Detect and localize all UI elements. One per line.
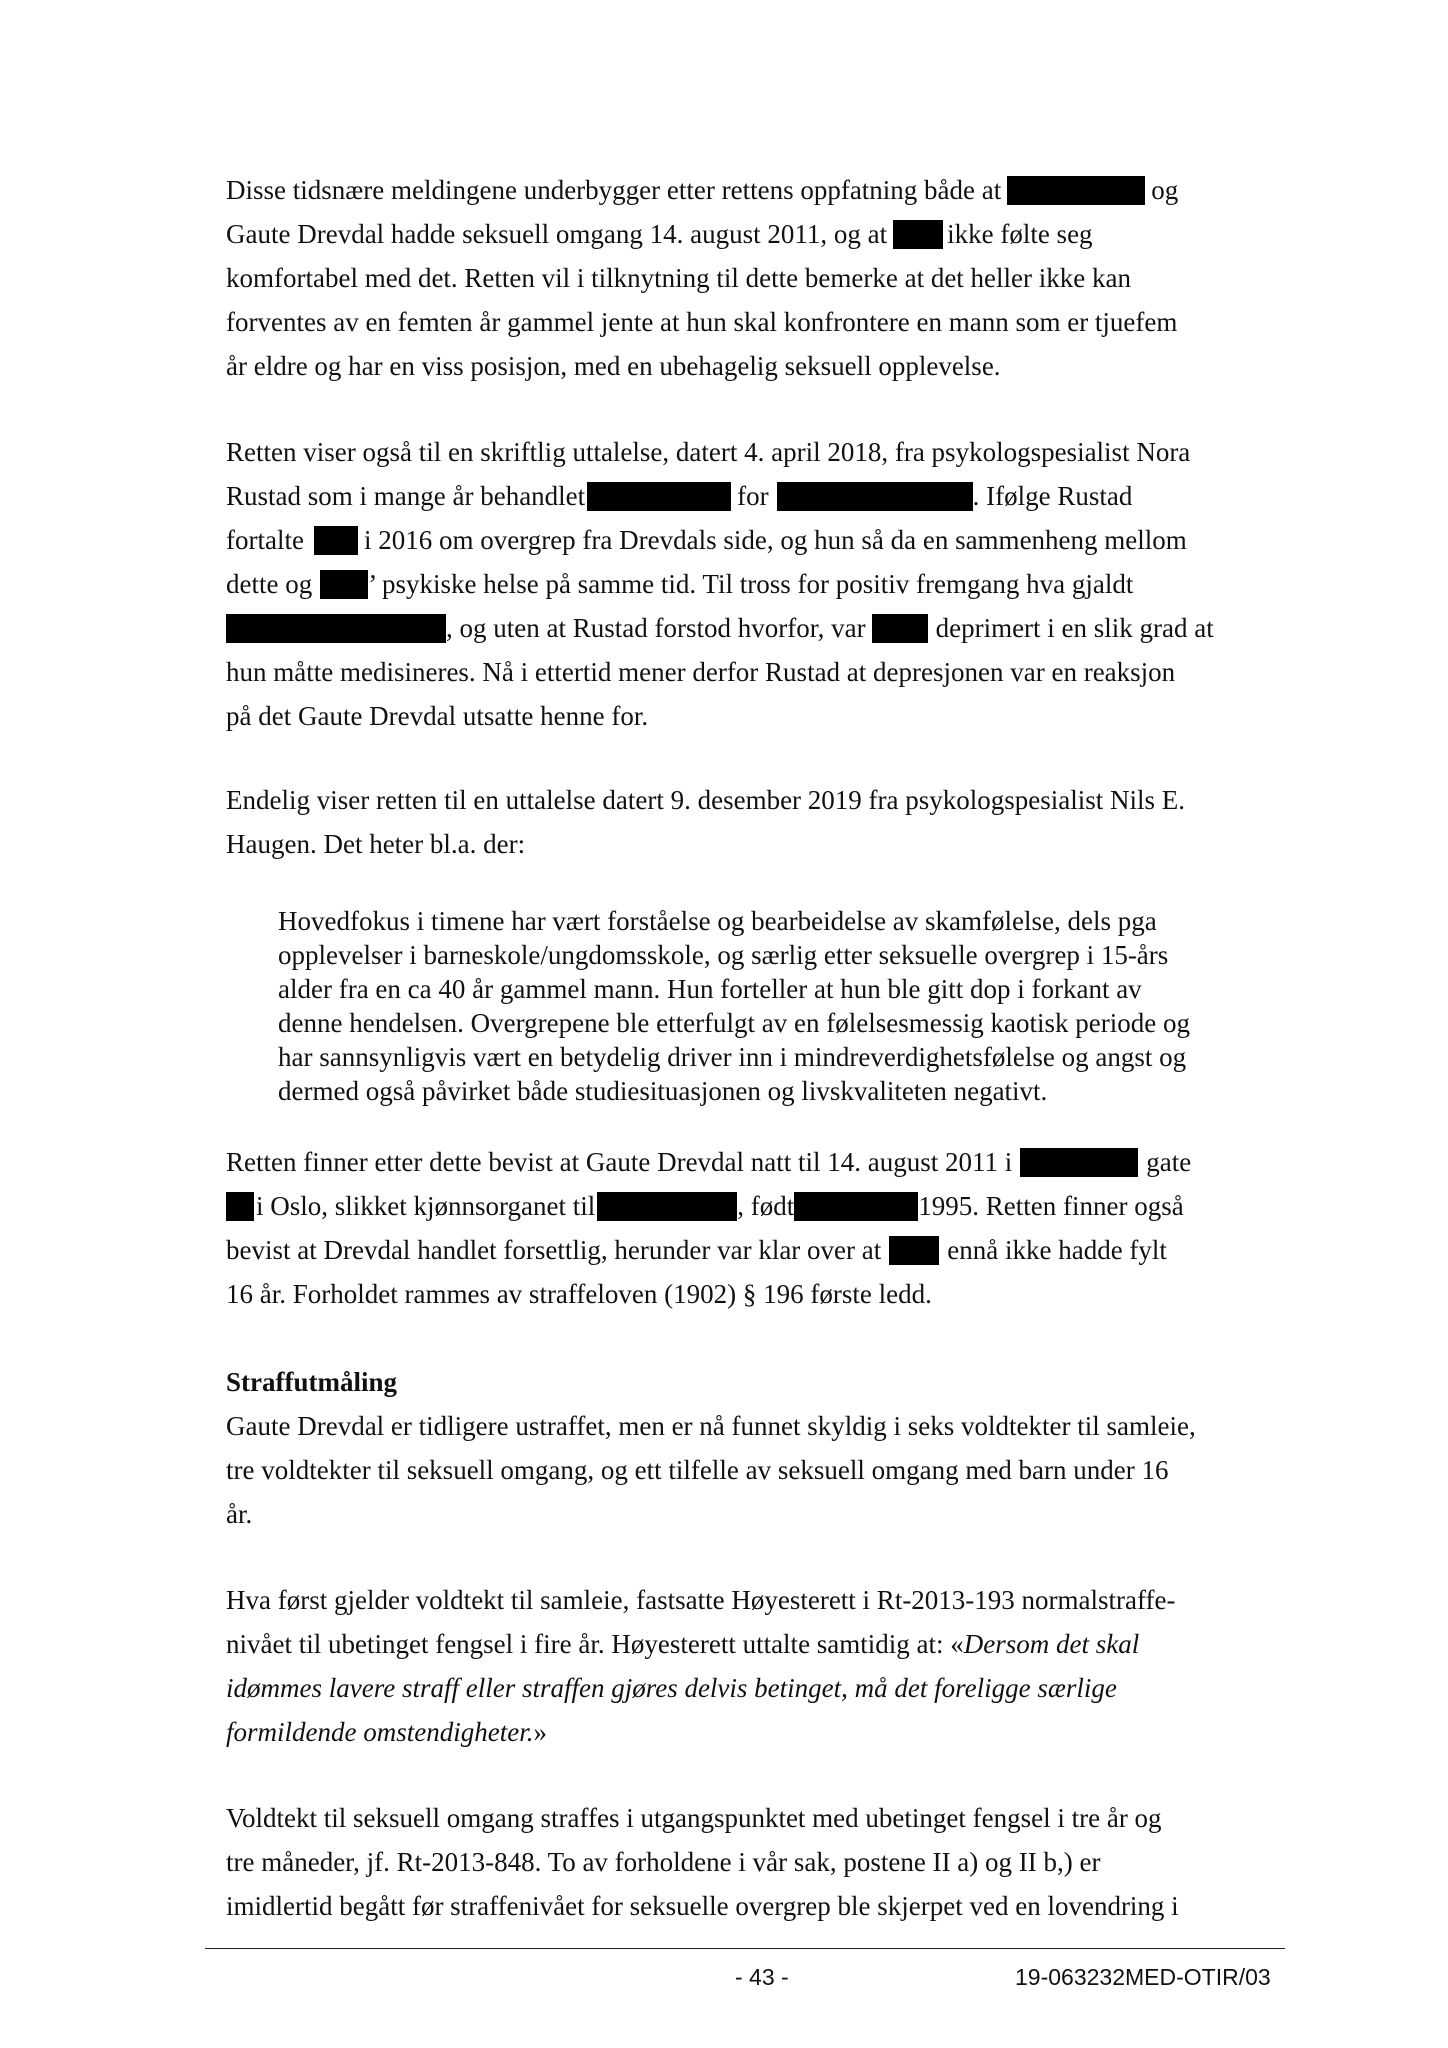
redaction-block bbox=[226, 614, 446, 643]
text: hun måtte medisineres. Nå i ettertid mener derfor Rustad at depresjonen var en reaksjon bbox=[226, 657, 1176, 687]
block-quote bbox=[278, 904, 1288, 1108]
section-heading: Straffutmåling bbox=[226, 1367, 397, 1397]
paragraph-4 bbox=[226, 1140, 1286, 1316]
text: ’ psykiske helse på samme tid. Til tross for positiv fremgang hva gjaldt bbox=[368, 569, 1134, 599]
text: på det Gaute Drevdal utsatte henne for. bbox=[226, 701, 649, 731]
text: fortalte bbox=[226, 525, 304, 555]
text: dette og bbox=[226, 569, 313, 599]
quoted-text: formildende omstendigheter. bbox=[226, 1717, 534, 1747]
quoted-text: Dersom det skal bbox=[963, 1629, 1140, 1659]
text: , og uten at Rustad forstod hvorfor, var bbox=[446, 613, 866, 643]
redaction-block bbox=[1020, 1148, 1138, 1177]
redaction-block bbox=[226, 1192, 254, 1221]
paragraph-6 bbox=[226, 1578, 1286, 1754]
paragraph-3 bbox=[226, 778, 1286, 866]
text: Retten finner etter dette bevist at Gaute Drevdal natt til 14. august 2011 i bbox=[226, 1147, 1013, 1177]
text: år eldre og har en viss posisjon, med en ubehagelig seksuell opplevelse. bbox=[226, 351, 1001, 381]
quoted-text: idømmes lavere straff eller straffen gjøres delvis betinget, må det foreligge særlige bbox=[226, 1673, 1117, 1703]
text: 1995. Retten finner også bbox=[918, 1191, 1184, 1221]
paragraph-1 bbox=[226, 168, 1286, 388]
text: bevist at Drevdal handlet forsettlig, herunder var klar over at bbox=[226, 1235, 882, 1265]
redaction-block bbox=[777, 482, 973, 511]
footer-divider bbox=[205, 1948, 1285, 1949]
text: og bbox=[1151, 175, 1179, 205]
text: gate bbox=[1146, 1147, 1192, 1177]
paragraph-2 bbox=[226, 430, 1286, 738]
text: opplevelser i barneskole/ungdomsskole, og særlig etter seksuelle overgrep i 15-års bbox=[278, 940, 1169, 970]
text: Disse tidsnære meldingene underbygger etter rettens oppfatning både at bbox=[226, 175, 1002, 205]
redaction-block bbox=[597, 1192, 737, 1221]
text: ikke følte seg bbox=[947, 219, 1093, 249]
text: for bbox=[737, 481, 769, 511]
text: år. bbox=[226, 1499, 253, 1529]
text: 16 år. Forholdet rammes av straffeloven (1902) § 196 første ledd. bbox=[226, 1279, 932, 1309]
text: Gaute Drevdal hadde seksuell omgang 14. august 2011, og at bbox=[226, 219, 888, 249]
text: Gaute Drevdal er tidligere ustraffet, men er nå funnet skyldig i seks voldtekter til samleie, bbox=[226, 1411, 1196, 1441]
text: Hovedfokus i timene har vært forståelse og bearbeidelse av skamfølelse, dels pga bbox=[278, 906, 1157, 936]
text: » bbox=[533, 1717, 547, 1747]
redaction-block bbox=[872, 614, 928, 643]
text: tre måneder, jf. Rt-2013-848. To av forholdene i vår sak, postene II a) og II b,) er bbox=[226, 1847, 1101, 1877]
page-number: - 43 - bbox=[735, 1964, 789, 1990]
text: ennå ikke hadde fylt bbox=[947, 1235, 1167, 1265]
text: komfortabel med det. Retten vil i tilknytning til dette bemerke at det heller ikke kan bbox=[226, 263, 1131, 293]
text: i Oslo, slikket kjønnsorganet til bbox=[256, 1191, 596, 1221]
text: Retten viser også til en skriftlig uttalelse, datert 4. april 2018, fra psykologspesialist Nora bbox=[226, 437, 1191, 467]
paragraph-5 bbox=[226, 1404, 1286, 1536]
redaction-block bbox=[1007, 176, 1145, 205]
paragraph-7 bbox=[226, 1796, 1286, 1928]
text: denne hendelsen. Overgrepene ble etterfulgt av en følelsesmessig kaotisk periode og bbox=[278, 1008, 1190, 1038]
redaction-block bbox=[320, 570, 368, 599]
case-number: 19-063232MED-OTIR/03 bbox=[1015, 1964, 1271, 1990]
text: Rustad som i mange år behandlet bbox=[226, 481, 586, 511]
redaction-block bbox=[314, 526, 358, 555]
text: forventes av en femten år gammel jente at hun skal konfrontere en mann som er tjuefem bbox=[226, 307, 1178, 337]
redaction-block bbox=[794, 1192, 918, 1221]
redaction-block bbox=[587, 482, 731, 511]
text: Voldtekt til seksuell omgang straffes i utgangspunktet med ubetinget fengsel i tre år og bbox=[226, 1803, 1162, 1833]
text: tre voldtekter til seksuell omgang, og ett tilfelle av seksuell omgang med barn under 16 bbox=[226, 1455, 1169, 1485]
text: . Ifølge Rustad bbox=[972, 481, 1133, 511]
text: , født bbox=[737, 1191, 795, 1221]
text: imidlertid begått før straffenivået for seksuelle overgrep ble skjerpet ved en lovendring i bbox=[226, 1891, 1179, 1921]
text: alder fra en ca 40 år gammel mann. Hun forteller at hun ble gitt dop i forkant av bbox=[278, 974, 1142, 1004]
text: deprimert i en slik grad at bbox=[935, 613, 1214, 643]
text: Hva først gjelder voldtekt til samleie, fastsatte Høyesterett i Rt-2013-193 normalstraffe- bbox=[226, 1585, 1176, 1615]
redaction-block bbox=[893, 220, 943, 249]
text: Haugen. Det heter bl.a. der: bbox=[226, 829, 526, 859]
text: dermed også påvirket både studiesituasjonen og livskvaliteten negativt. bbox=[278, 1076, 1048, 1106]
text: Endelig viser retten til en uttalelse datert 9. desember 2019 fra psykologspesialist Nils E. bbox=[226, 785, 1186, 815]
text: har sannsynligvis vært en betydelig driver inn i mindreverdighetsfølelse og angst og bbox=[278, 1042, 1187, 1072]
redaction-block bbox=[889, 1236, 939, 1265]
text: i 2016 om overgrep fra Drevdals side, og hun så da en sammenheng mellom bbox=[363, 525, 1187, 555]
text: nivået til ubetinget fengsel i fire år. Høyesterett uttalte samtidig at: « bbox=[226, 1629, 964, 1659]
